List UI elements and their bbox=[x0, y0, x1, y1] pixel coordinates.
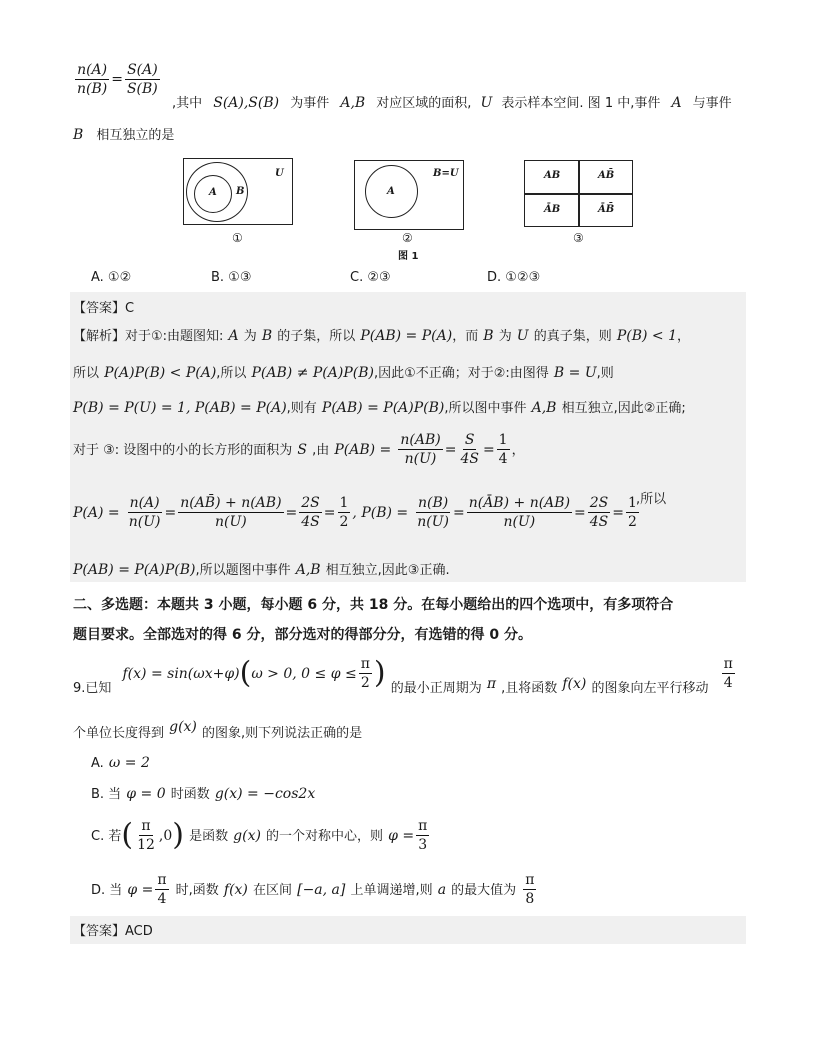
text: 上单调递增,则 bbox=[350, 883, 433, 898]
frac-den: n(U) bbox=[417, 514, 449, 530]
math: S bbox=[297, 442, 307, 458]
frac-num: n(A) bbox=[77, 62, 108, 78]
text: 对应区域的面积, bbox=[376, 96, 472, 111]
text: ,所以图中事件 bbox=[444, 401, 527, 416]
q9-option-a bbox=[91, 752, 150, 771]
text: 的子集，所以 bbox=[277, 329, 356, 344]
intro-line-1 bbox=[172, 92, 732, 111]
math: ω = 2 bbox=[108, 755, 150, 771]
text: 是函数 bbox=[189, 829, 229, 844]
ratio-formula bbox=[73, 62, 162, 97]
frac-den: 2 bbox=[360, 675, 370, 691]
text: ， bbox=[511, 443, 525, 458]
math: f(x) = sin(ωx+φ) bbox=[122, 666, 240, 682]
section-heading: 题目要求。全部选对的得 6 分，部分选对的得部分分，有选错的得 0 分。 bbox=[73, 627, 532, 643]
text: 所以 bbox=[73, 366, 100, 381]
text: 相互独立的是 bbox=[96, 128, 175, 143]
math: A bbox=[228, 328, 239, 344]
frac-den: n(U) bbox=[215, 514, 247, 530]
text: ,所以 bbox=[216, 366, 247, 381]
text: ,且将函数 bbox=[501, 681, 558, 696]
text: 为事件 bbox=[290, 96, 330, 111]
cell-label: ĀB bbox=[544, 204, 561, 215]
q9-stem-line-1: $_{9.已知}$ f(x) = sin(ωx+φ)(ω > 0, 0 ≤ φ ≤ $\frac{\pi}{2}$ ) $_{的最小正周期为}$ π $_{,且将函数}$ f(x) $_{的图象向左平行移动}$ $\frac{\pi}{4}$ bbox=[73, 655, 733, 696]
q9-option-d bbox=[91, 872, 538, 907]
option-label: D. 当 bbox=[91, 883, 123, 898]
math: a bbox=[437, 882, 447, 898]
frac-num: 1 bbox=[339, 495, 349, 511]
math: P(B) = P(U) = 1, P(AB) = P(A) bbox=[73, 400, 287, 416]
text: 的图象向左平行移动 bbox=[591, 681, 709, 696]
label-a: A bbox=[387, 186, 395, 197]
frac-num: 2S bbox=[589, 495, 609, 511]
frac-num: π bbox=[157, 872, 167, 888]
frac-num: n(ĀB) + n(AB) bbox=[468, 495, 571, 511]
frac-den: n(U) bbox=[404, 451, 437, 467]
text: ,则 bbox=[596, 366, 614, 381]
text: 时函数 bbox=[170, 787, 210, 802]
text: 与事件 bbox=[692, 96, 732, 111]
text: 的最小正周期为 bbox=[390, 681, 482, 696]
question-number: 9.已知 bbox=[73, 681, 112, 696]
cell-label: AB̄ bbox=[598, 170, 615, 181]
q9-option-c: C. 若( $\frac{\pi}{12}$ ,0) 是函数 g(x) 的一个对称中心，则 φ = $\frac{\pi}{3}$ bbox=[91, 817, 428, 853]
frac-den: n(U) bbox=[128, 514, 161, 530]
math: B bbox=[73, 127, 84, 143]
text: 为 bbox=[498, 329, 512, 344]
frac-den: 2 bbox=[339, 514, 349, 530]
math: ,0 bbox=[158, 828, 173, 844]
text: 【解析】 bbox=[73, 329, 126, 344]
divider bbox=[524, 193, 633, 195]
text: ,所以题图中事件 bbox=[195, 563, 291, 578]
math: A bbox=[671, 95, 682, 111]
math: B bbox=[261, 328, 273, 344]
analysis-line-6 bbox=[73, 559, 450, 578]
frac-num: π bbox=[141, 818, 151, 834]
frac-num: 1 bbox=[498, 432, 508, 448]
frac-num: S bbox=[464, 432, 475, 448]
label-a: A bbox=[209, 187, 217, 198]
text: ,因此①不正确；对于②:由图得 bbox=[373, 366, 549, 381]
text: 时,函数 bbox=[175, 883, 219, 898]
math: g(x) = −cos2x bbox=[214, 786, 316, 802]
math: f(x) bbox=[223, 882, 248, 898]
text: 个单位长度得到 bbox=[73, 726, 165, 741]
text: ,则有 bbox=[286, 401, 317, 416]
text: 对于 ③: 设图中的小的长方形的面积为 bbox=[73, 443, 293, 458]
answer-background bbox=[70, 916, 746, 944]
text: 对于①:由题图知: bbox=[125, 329, 224, 344]
frac-den: 4S bbox=[460, 451, 479, 467]
text: ,由 bbox=[312, 443, 330, 458]
math: B bbox=[483, 328, 494, 344]
label-u: U bbox=[275, 168, 284, 179]
q9-option-b bbox=[91, 783, 315, 802]
math: g(x) bbox=[233, 828, 261, 844]
math: U bbox=[480, 95, 493, 111]
equals-sign: = bbox=[111, 71, 123, 88]
math: φ = 0 bbox=[126, 786, 166, 802]
frac-num: π bbox=[525, 872, 535, 888]
option-a: A. ①② bbox=[91, 270, 132, 285]
text: 的最大值为 bbox=[451, 883, 517, 898]
text: 的一个对称中心，则 bbox=[266, 829, 384, 844]
math: φ = bbox=[388, 828, 415, 844]
answer-q9: 【答案】ACD bbox=[73, 924, 153, 939]
intro-line-2 bbox=[73, 124, 174, 143]
frac-num: n(AB̄) + n(AB) bbox=[180, 495, 282, 511]
text: 在区间 bbox=[253, 883, 293, 898]
math: , P(B) = bbox=[352, 505, 409, 521]
frac-den: 8 bbox=[525, 891, 535, 907]
frac-num: n(B) bbox=[417, 495, 449, 511]
frac-den: S(B) bbox=[126, 81, 158, 97]
frac-num: 1 bbox=[628, 495, 637, 511]
math: U bbox=[516, 328, 529, 344]
frac-num: n(AB) bbox=[400, 432, 441, 448]
text: 为 bbox=[243, 329, 257, 344]
frac-num: π bbox=[418, 818, 428, 834]
answer-q8: 【答案】C bbox=[73, 301, 135, 316]
frac-den: 4S bbox=[301, 514, 320, 530]
option-c: C. ②③ bbox=[350, 270, 391, 285]
text: 的图象,则下列说法正确的是 bbox=[201, 726, 363, 741]
frac-den: 3 bbox=[418, 837, 428, 853]
frac-num: S(A) bbox=[127, 62, 158, 78]
math: ω > 0, 0 ≤ φ ≤ bbox=[251, 666, 357, 682]
analysis-line-1 bbox=[73, 325, 690, 344]
frac-den: 4 bbox=[157, 891, 167, 907]
option-b: B. ①③ bbox=[211, 270, 252, 285]
text: ，而 bbox=[452, 329, 479, 344]
analysis-line-5: P(A) = $\frac{n(A)}{n(U)}$ = $\frac{n(AB̄) + n(AB)}{n(U)}$ = $\frac{2S}{4S}$ = $\frac{1}{2}$ , P(B) = $\frac{n(B)}{n(U)}$ = $\frac{n(ĀB) + n(AB)}{n(U)}$ = $\frac{2S}{4S}$ = $\frac{1}{2}$ bbox=[73, 495, 637, 530]
cell-label: ĀB̄ bbox=[598, 204, 615, 215]
math: P(AB) = P(A)P(B) bbox=[321, 400, 445, 416]
math: P(AB) ≠ P(A)P(B) bbox=[251, 365, 374, 381]
section-heading: 二、多选题：本题共 3 小题，每小题 6 分，共 18 分。在每小题给出的四个选项中，有多项符合 bbox=[73, 597, 674, 613]
option-d: D. ①②③ bbox=[487, 270, 541, 285]
text: ， bbox=[676, 329, 690, 344]
text: 的真子集，则 bbox=[533, 329, 612, 344]
diagram-caption: ① bbox=[232, 231, 243, 245]
frac-num: π bbox=[360, 656, 370, 672]
frac-num: π bbox=[723, 656, 733, 672]
text: 相互独立,因此③正确. bbox=[325, 563, 450, 578]
label-b: B bbox=[236, 186, 245, 197]
cell-label: AB bbox=[544, 170, 561, 181]
math: g(x) bbox=[169, 719, 197, 735]
math: A,B bbox=[295, 562, 321, 578]
text: ,所以 bbox=[636, 492, 667, 507]
math: P(AB) = P(A)P(B) bbox=[73, 562, 196, 578]
text: ,其中 bbox=[172, 96, 203, 111]
option-label: B. 当 bbox=[91, 787, 122, 802]
math: [−a, a] bbox=[297, 882, 346, 898]
frac-den: 12 bbox=[137, 837, 155, 853]
frac-den: n(B) bbox=[77, 81, 108, 97]
math: S(A),S(B) bbox=[213, 95, 280, 111]
text: 相互独立,因此②正确; bbox=[561, 401, 686, 416]
frac-num: 2S bbox=[301, 495, 320, 511]
math: A,B bbox=[531, 400, 557, 416]
analysis-line-3 bbox=[73, 397, 686, 416]
math: P(B) < 1 bbox=[616, 328, 677, 344]
math: B = U bbox=[553, 365, 597, 381]
frac-den: 2 bbox=[628, 514, 637, 530]
figure-title: 图 1 bbox=[398, 251, 419, 262]
math: A,B bbox=[340, 95, 366, 111]
label-b-equals-u: B=U bbox=[433, 168, 459, 179]
math: P(AB) = P(A) bbox=[360, 328, 453, 344]
math: φ = bbox=[127, 882, 154, 898]
frac-den: 4 bbox=[498, 451, 508, 467]
frac-den: 4S bbox=[589, 514, 609, 530]
math: P(A)P(B) < P(A) bbox=[104, 365, 217, 381]
frac-den: 4 bbox=[723, 675, 733, 691]
analysis-line-4: 对于 ③: 设图中的小的长方形的面积为 S ,由 P(AB) = $\frac{n(AB)}{n(U)}$ = $\frac{S}{4S}$ = $\frac{1}{4}$ ， bbox=[73, 432, 525, 467]
frac-num: n(A) bbox=[129, 495, 160, 511]
option-label: A. bbox=[91, 756, 104, 771]
diagram-caption: ③ bbox=[573, 231, 584, 245]
frac-den: n(U) bbox=[503, 514, 536, 530]
option-label: C. 若 bbox=[91, 829, 122, 844]
math: P(A) = bbox=[73, 505, 120, 521]
math: f(x) bbox=[562, 676, 587, 692]
text: 表示样本空间. 图 1 中,事件 bbox=[501, 96, 661, 111]
math: P(AB) = bbox=[334, 442, 392, 458]
math: π bbox=[486, 676, 497, 692]
analysis-line-2 bbox=[73, 362, 614, 381]
diagram-caption: ② bbox=[402, 231, 413, 245]
q9-stem-line-2 bbox=[73, 719, 363, 741]
